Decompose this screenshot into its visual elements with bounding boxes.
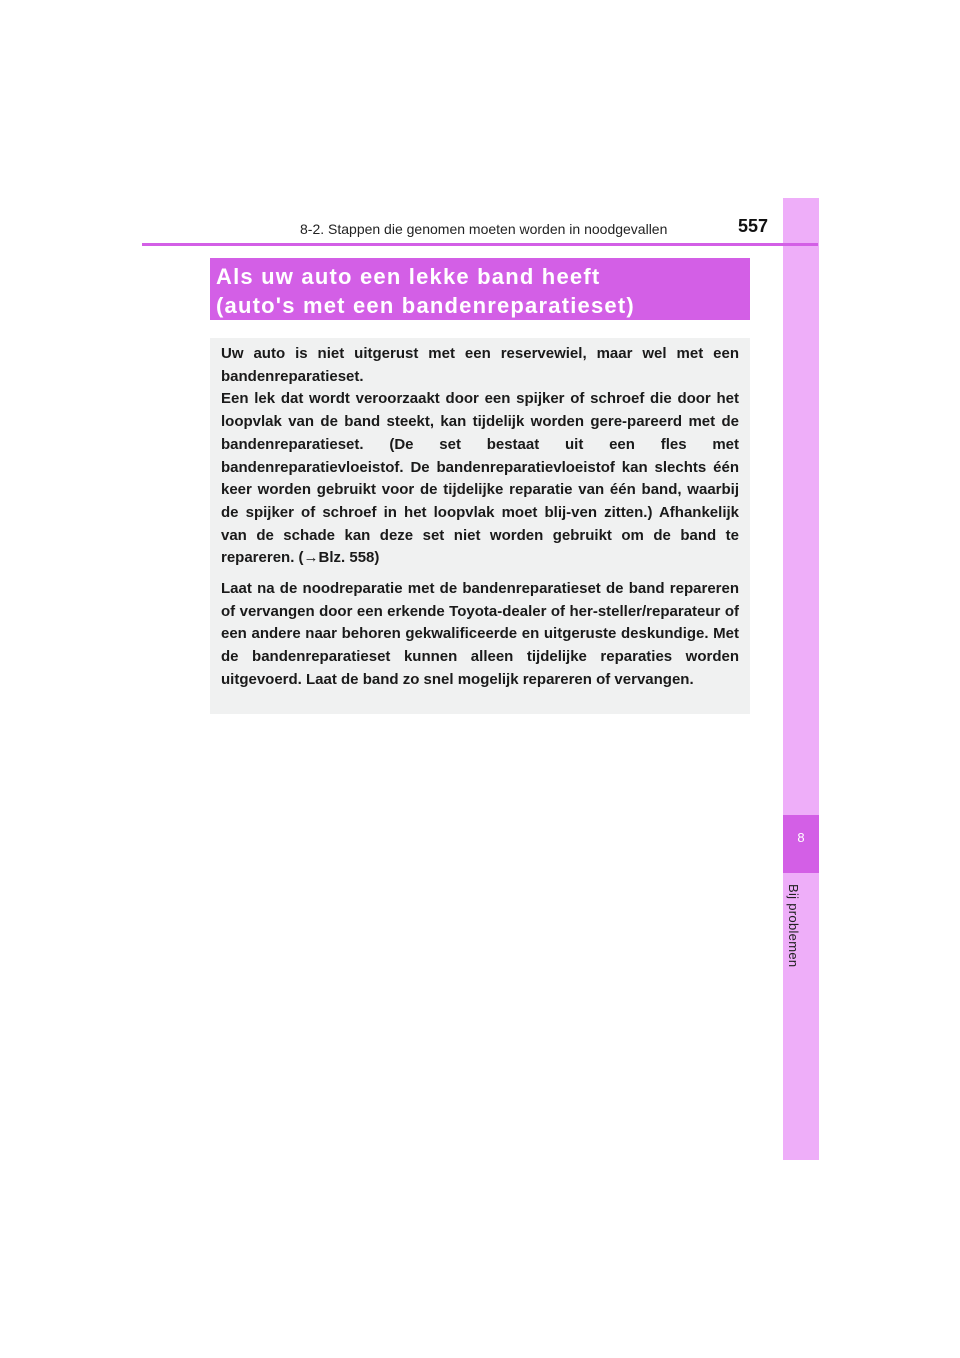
header-divider [142, 243, 818, 246]
info-paragraph-3: Laat na de noodreparatie met de bandenreparatieset de band repareren of vervangen door een erkende Toyota-dealer of her-steller/reparateur of een andere naar behoren gekwalificeerde en uitgeruste deskundige. Met de bandenreparatieset kunnen alleen tijdelijke reparaties worden uitgevoerd. Laat de band zo snel mogelijk repareren of vervangen. [221, 580, 739, 688]
chapter-side-tab [783, 198, 819, 1160]
info-paragraph-1: Uw auto is niet uitgerust met een reservewiel, maar wel met een bandenreparatieset. [221, 345, 739, 385]
info-box-content [221, 343, 739, 692]
running-header-section: 8-2. Stappen die genomen moeten worden in noodgevallen [300, 221, 668, 237]
page-number: 557 [738, 216, 769, 236]
chapter-label: Bij problemen [786, 884, 801, 968]
chapter-number: 8 [797, 830, 805, 845]
section-title-line-2: (auto's met een bandenreparatieset) [216, 293, 635, 318]
info-box [210, 338, 750, 714]
info-paragraph-2: Een lek dat wordt veroorzaakt door een spijker of schroef die door het loopvlak van de band steekt, kan tijdelijk worden gere-pareerd met de bandenreparatieset. (De set bestaat uit een fles met bandenreparatievloeistof. De bandenreparatievloeistof kan slechts één keer worden gebruikt voor de tijdelijke reparatie van één band, waarbij de spijker of schroef in het loopvlak moet blij-ven zitten.) Afhankelijk van de schade kan deze set niet worden gebruikt om de band te repareren. (→Blz. 558) [221, 390, 739, 567]
section-title-line-1: Als uw auto een lekke band heeft [216, 264, 601, 289]
section-title [216, 262, 744, 320]
section-title-banner [210, 258, 750, 320]
